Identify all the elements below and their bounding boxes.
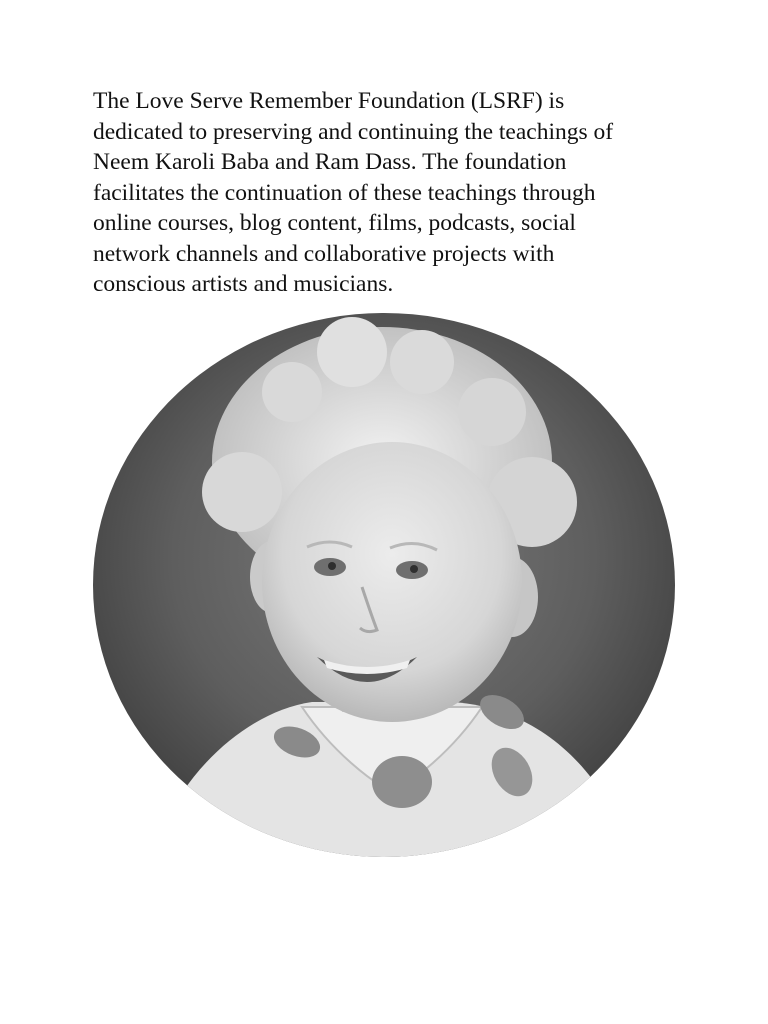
paragraph-line: dedicated to preserving and continuing the teachings of (93, 118, 614, 145)
face-shape (262, 442, 522, 722)
paragraph-line: online courses, blog content, films, podcasts, social (93, 210, 576, 236)
child-portrait-photo (92, 312, 676, 858)
portrait-image (92, 312, 676, 858)
paragraph-line: network channels and collaborative projects with (93, 240, 555, 267)
paragraph-line: conscious artists and musicians. (93, 271, 394, 297)
paragraph-line: facilitates the continuation of these teachings through (93, 179, 596, 206)
paragraph-line: Neem Karoli Baba and Ram Dass. The foundation (93, 149, 567, 175)
shirt-dot (372, 756, 432, 808)
foundation-description-paragraph (93, 86, 693, 300)
paragraph-line: The Love Serve Remember Foundation (LSRF) is (93, 88, 565, 114)
